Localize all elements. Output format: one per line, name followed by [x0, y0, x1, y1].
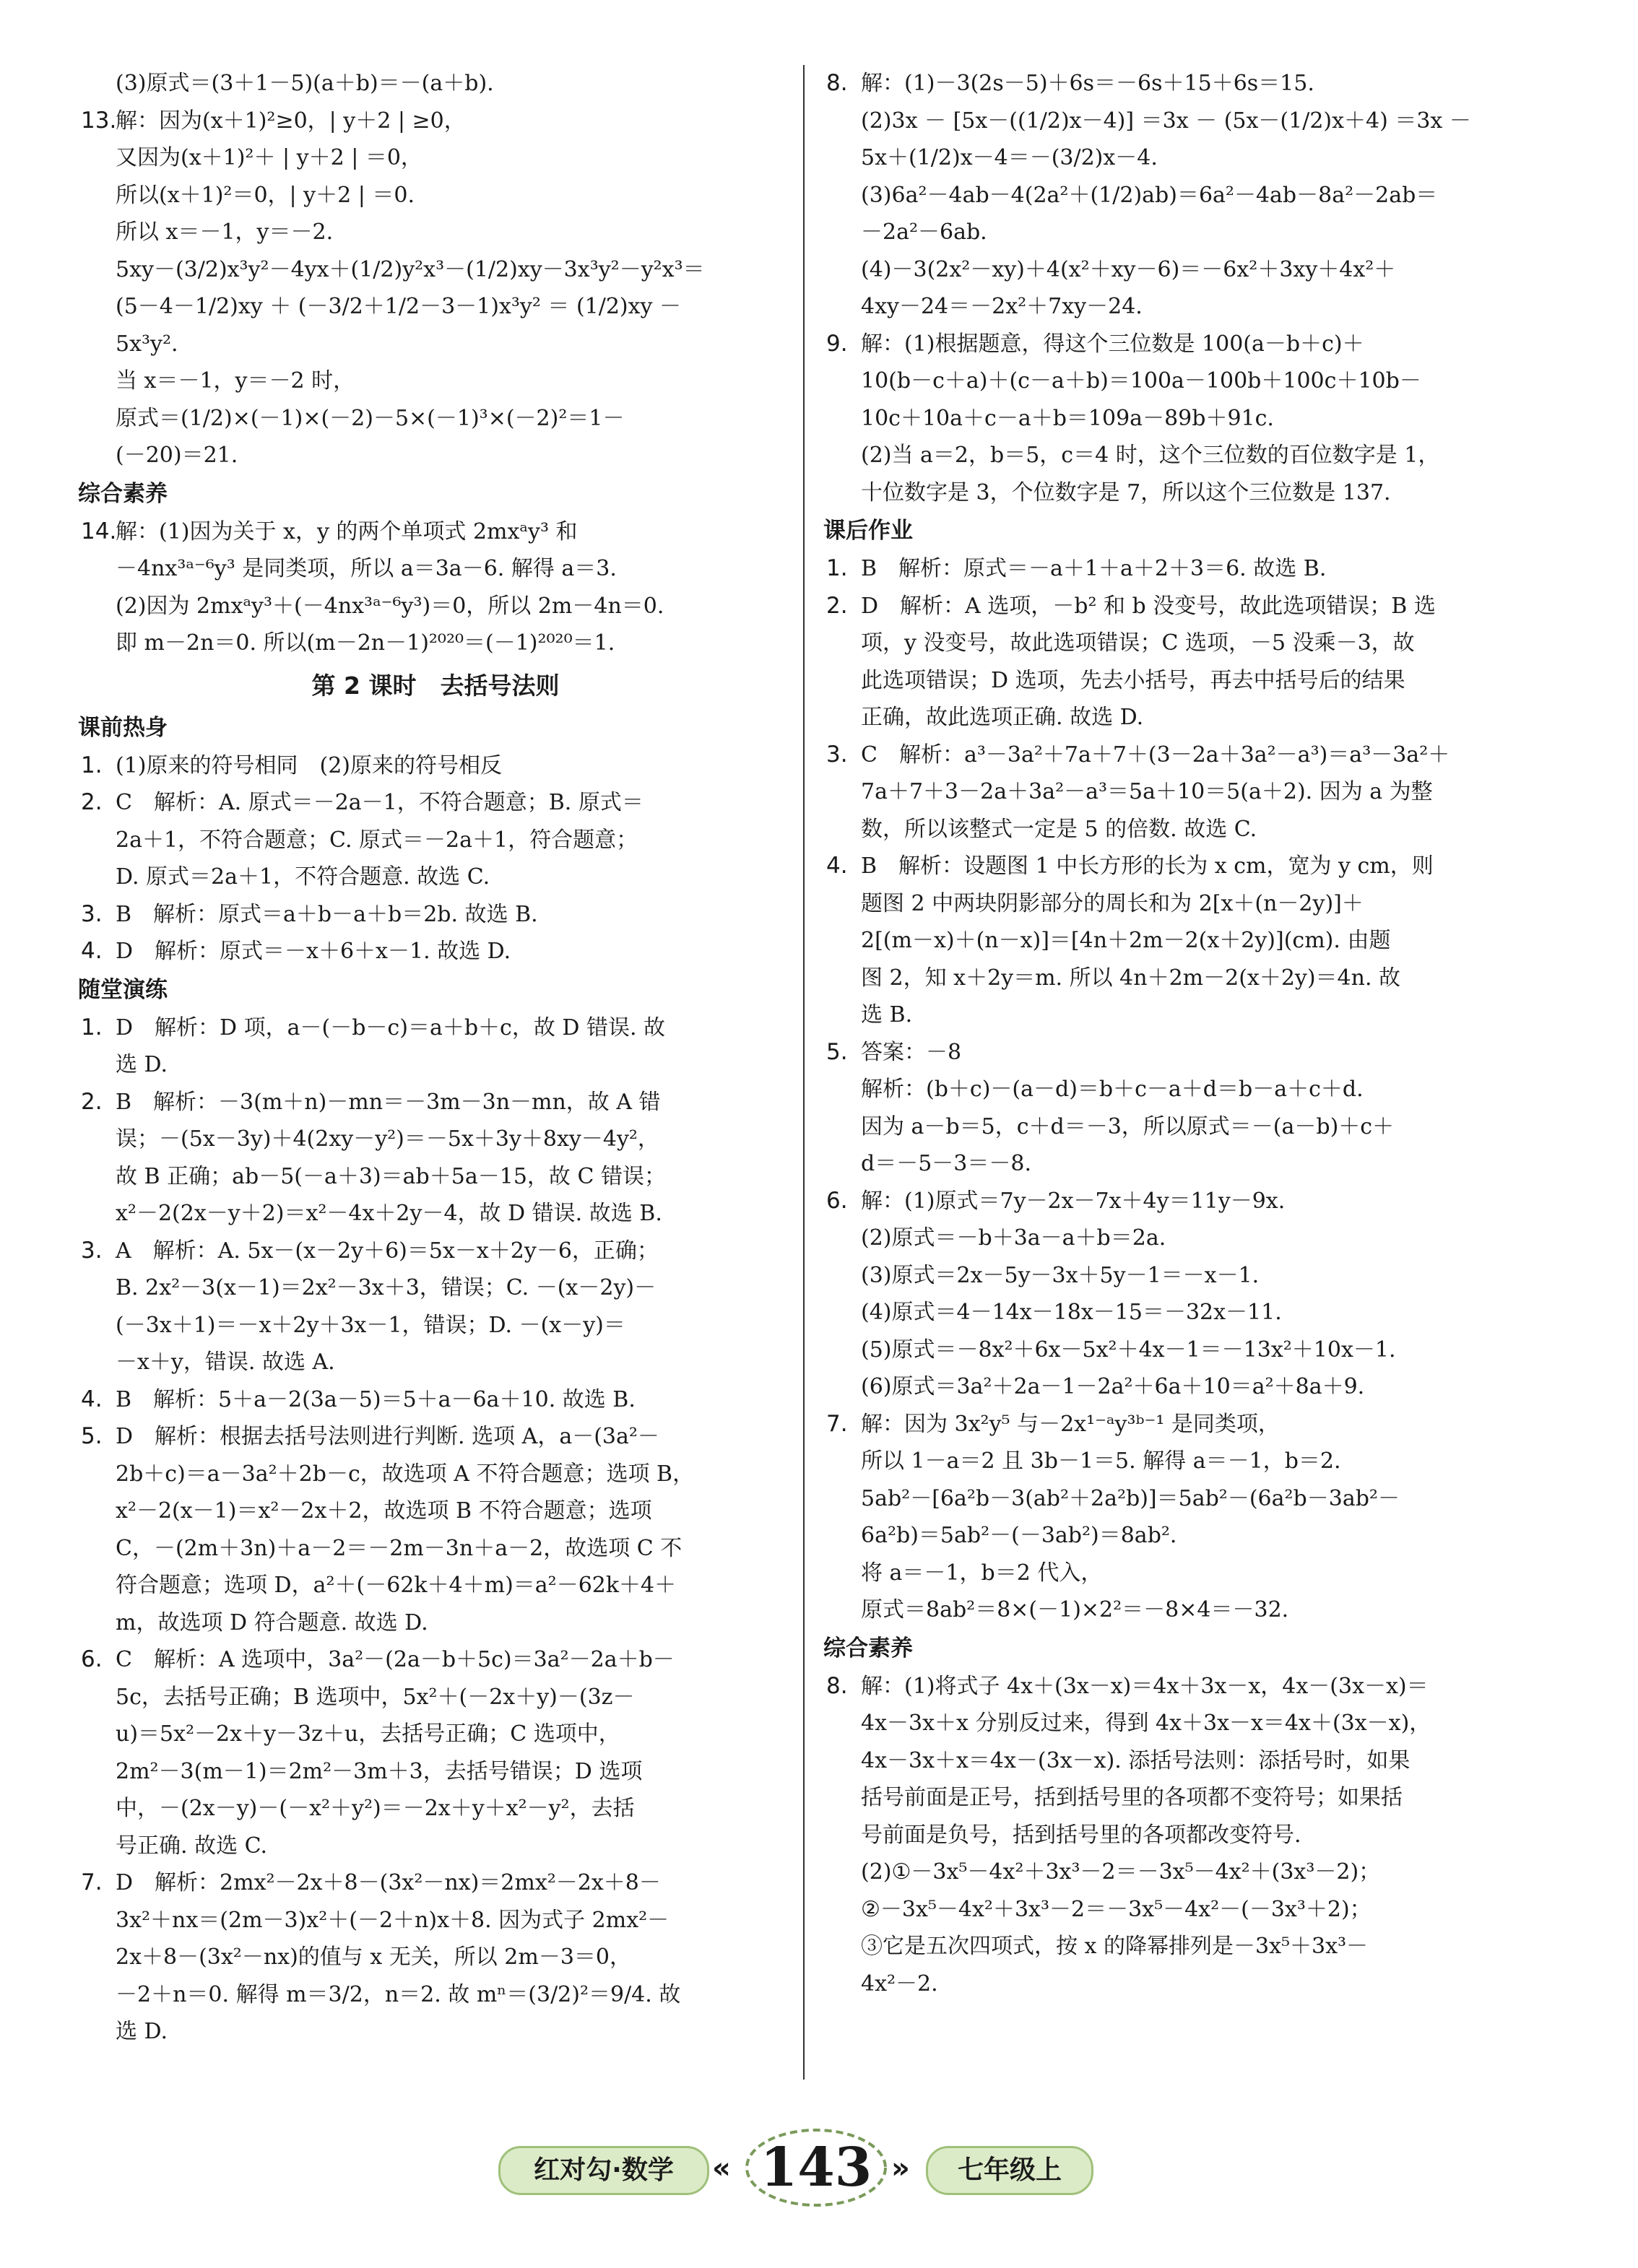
answer-item [823, 848, 1582, 1034]
answer-line: 正确，故此选项正确. 故选 D. [861, 705, 1144, 730]
section-title-stylx: 随堂演练 [78, 976, 168, 1003]
answer-line: 解：(1)原式＝7y－2x－7x＋4y＝11y－9x. [861, 1188, 1286, 1214]
answer-line: (3)6a²－4ab－4(2a²＋(1/2)ab)＝6a²－4ab－8a²－2ab＝ [861, 182, 1438, 208]
answer-item [78, 933, 793, 970]
answer-item [823, 326, 1582, 512]
answer-line: D 解析：A 选项，－b² 和 b 没变号，故此选项错误；B 选 [861, 593, 1436, 619]
answer-line: 10(b－c＋a)＋(c－a＋b)＝100a－100b＋100c＋10b－ [861, 368, 1421, 394]
answer-line: (3)原式＝2x－5y－3x＋5y－1＝－x－1. [861, 1262, 1260, 1288]
answer-line: m，故选项 D 符合题意. 故选 D. [116, 1609, 428, 1635]
answer-line: (2)当 a＝2，b＝5，c＝4 时，这个三位数的百位数字是 1， [861, 443, 1440, 468]
item-number: 2. [826, 592, 848, 619]
answer-line: 5c，去括号正确；B 选项中，5x²＋(－2x＋y)－(3z－ [116, 1684, 635, 1710]
answer-block-14 [78, 513, 793, 662]
item-number: 1. [81, 1014, 103, 1040]
answer-line: －x＋y，错误. 故选 A. [116, 1350, 335, 1375]
answer-line: －4nx³ᵃ⁻⁶y³ 是同类项，所以 a＝3a－6. 解得 a＝3. [116, 556, 617, 581]
answer-line: 选 B. [861, 1002, 913, 1027]
answer-line: D 解析：根据去括号法则进行判断. 选项 A，a－(3a²－ [116, 1424, 659, 1449]
answer-line: 2a＋1，不符合题意；C. 原式＝－2a＋1，符合题意； [116, 827, 638, 853]
item-number: 13. [81, 107, 117, 134]
item-number: 7. [81, 1869, 103, 1895]
answer-line: C 解析：A 选项中，3a²－(2a－b＋5c)＝3a²－2a＋b－ [116, 1647, 675, 1672]
right-chevron-icon: » [891, 2152, 910, 2185]
answer-line: 题图 2 中两块阴影部分的周长和为 2[x＋(n－2y)]＋ [861, 890, 1364, 916]
answer-item [823, 1406, 1582, 1629]
answer-line: 5x³y². [116, 331, 178, 357]
answer-line: B 解析：－3(m＋n)－mn＝－3m－3n－mn，故 A 错 [116, 1089, 661, 1115]
answer-line: 选 D. [116, 2019, 168, 2044]
answer-item [823, 588, 1582, 737]
item-number: 6. [81, 1646, 103, 1672]
answer-line: C 解析：a³－3a²＋7a＋7＋(3－2a＋3a²－a³)＝a³－3a²＋ [861, 742, 1450, 768]
item-number: 4. [826, 853, 848, 879]
answer-line: ③它是五次四项式，按 x 的降幂排列是－3x⁵＋3x³－ [861, 1934, 1369, 1959]
answer-line: 符合题意；选项 D，a²＋(－62k＋4＋m)＝a²－62k＋4＋ [116, 1573, 677, 1598]
answer-item [78, 1641, 793, 1864]
answer-line: 所以 x＝－1，y＝－2. [116, 220, 334, 245]
answer-line: D 解析：原式＝－x＋6＋x－1. 故选 D. [116, 939, 511, 964]
answer-block-top-left [78, 65, 793, 474]
answer-item [78, 1381, 793, 1419]
answer-line: C 解析：A. 原式＝－2a－1，不符合题意；B. 原式＝ [116, 790, 644, 815]
answer-block-stylx [78, 1009, 793, 2051]
answer-item [823, 65, 1582, 326]
answer-line: (－20)＝21. [116, 443, 238, 468]
answer-line: 5xy－(3/2)x³y²－4yx＋(1/2)y²x³－(1/2)xy－3x³y²－y²x³＝ [116, 256, 705, 282]
answer-line: 项，y 没变号，故此选项错误；C 选项，－5 没乘－3，故 [861, 630, 1415, 656]
answer-line: D. 原式＝2a＋1，不符合题意. 故选 C. [116, 864, 490, 890]
answer-line: B 解析：原式＝－a＋1＋a＋2＋3＝6. 故选 B. [861, 556, 1327, 581]
page-number: 143 [760, 2137, 872, 2199]
answer-item [78, 784, 793, 896]
answer-line: 4x－3x＋x＝4x－(3x－x). 添括号法则：添括号时，如果 [861, 1747, 1410, 1773]
answer-item [78, 1418, 793, 1641]
item-number: 8. [826, 70, 848, 96]
item-number: 6. [826, 1187, 848, 1214]
item-number: 8. [826, 1672, 848, 1699]
answer-line: (2)因为 2mxᵃy³＋(－4nx³ᵃ⁻⁶y³)＝0，所以 2m－4n＝0. [116, 593, 664, 619]
answer-line: B 解析：5＋a－2(3a－5)＝5＋a－6a＋10. 故选 B. [116, 1386, 636, 1412]
lesson-title: 第 2 课时 去括号法则 [311, 671, 560, 700]
answer-item [823, 1034, 1582, 1183]
answer-line: 数，所以该整式一定是 5 的倍数. 故选 C. [861, 816, 1257, 842]
answer-line: A 解析：A. 5x－(x－2y＋6)＝5x－x＋2y－6，正确； [116, 1238, 659, 1264]
item-number: 3. [826, 741, 848, 768]
answer-line: d＝－5－3＝－8. [861, 1151, 1032, 1176]
answer-line: C，－(2m＋3n)＋a－2＝－2m－3n＋a－2，故选项 C 不 [116, 1535, 682, 1561]
answer-line: (5－4－1/2)xy ＋ (－3/2＋1/2－3－1)x³y² ＝ (1/2)xy － [116, 294, 682, 319]
answer-line: 4x－3x＋x 分别反过来，得到 4x＋3x－x＝4x＋(3x－x)， [861, 1711, 1431, 1736]
item-number: 3. [81, 900, 103, 927]
answer-line: (2)①－3x⁵－4x²＋3x³－2＝－3x⁵－4x²＋(3x³－2)； [861, 1859, 1381, 1885]
answer-line: (1)原来的符号相同 (2)原来的符号相反 [116, 752, 502, 778]
item-number: 1. [826, 555, 848, 581]
book-series-label: 红对勾·数学 [498, 2146, 709, 2195]
answer-item [78, 513, 793, 662]
answer-line: 解析：(b＋c)－(a－d)＝b＋c－a＋d＝b－a＋c＋d. [861, 1077, 1364, 1102]
answer-line: 解：(1)－3(2s－5)＋6s＝－6s＋15＋6s＝15. [861, 71, 1314, 96]
answer-line: 此选项错误；D 选项，先去小括号，再去中括号后的结果 [861, 667, 1405, 693]
answer-line: 解：(1)根据题意，得这个三位数是 100(a－b＋c)＋ [861, 331, 1364, 357]
answer-line: (3)原式＝(3＋1－5)(a＋b)＝－(a＋b). [116, 71, 494, 96]
answer-line: 即 m－2n＝0. 所以(m－2n－1)²⁰²⁰＝(－1)²⁰²⁰＝1. [116, 630, 615, 656]
answer-line: (4)原式＝4－14x－18x－15＝－32x－11. [861, 1300, 1282, 1325]
item-number: 5. [81, 1423, 103, 1449]
answer-line: 答案：－8 [861, 1039, 962, 1065]
item-number: 3. [81, 1237, 103, 1264]
section-title-zonghe: 综合素养 [78, 480, 168, 507]
section-title-khzy: 课后作业 [823, 518, 913, 544]
answer-line: －2＋n＝0. 解得 m＝3/2，n＝2. 故 mⁿ＝(3/2)²＝9/4. 故 [116, 1981, 681, 2007]
answer-line: D 解析：D 项，a－(－b－c)＝a＋b＋c，故 D 错误. 故 [116, 1014, 666, 1040]
answer-line: 将 a＝－1，b＝2 代入， [861, 1560, 1103, 1586]
answer-line: 10c＋10a＋c－a＋b＝109a－89b＋91c. [861, 405, 1274, 431]
item-number: 2. [81, 1088, 103, 1115]
answer-line: 选 D. [116, 1052, 168, 1077]
answer-block-8b [823, 1668, 1582, 2003]
answer-line: 所以 1－a＝2 且 3b－1＝5. 解得 a＝－1，b＝2. [861, 1448, 1341, 1474]
answer-line: 十位数字是 3，个位数字是 7，所以这个三位数是 137. [861, 479, 1391, 505]
answer-block-top-right [823, 65, 1582, 511]
answer-item [823, 1183, 1582, 1406]
answer-line: 图 2，知 x＋2y＝m. 所以 4n＋2m－2(x＋2y)＝4n. 故 [861, 965, 1401, 991]
item-number: 2. [81, 789, 103, 815]
answer-item [78, 65, 793, 103]
answer-block-khzy [823, 550, 1582, 1629]
answer-line: 中，－(2x－y)－(－x²＋y²)＝－2x＋y＋x²－y²，去括 [116, 1796, 635, 1821]
answer-line: 2b＋c)＝a－3a²＋2b－c，故选项 A 不符合题意；选项 B， [116, 1461, 695, 1487]
item-number: 4. [81, 938, 103, 964]
answer-line: B. 2x²－3(x－1)＝2x²－3x＋3，错误；C. －(x－2y)－ [116, 1275, 656, 1300]
answer-line: (5)原式＝－8x²＋6x－5x²＋4x－1＝－13x²＋10x－1. [861, 1337, 1396, 1363]
answer-line: 解：因为(x＋1)²≥0，| y＋2 | ≥0， [116, 108, 466, 134]
section-title-zonghe-right: 综合素养 [823, 1635, 913, 1661]
answer-item [78, 1009, 793, 1084]
answer-line: 误；－(5x－3y)＋4(2xy－y²)＝－5x＋3y＋8xy－4y²， [116, 1126, 659, 1152]
answer-item [823, 550, 1582, 588]
answer-line: B 解析：原式＝a＋b－a＋b＝2b. 故选 B. [116, 901, 538, 927]
answer-line: 2[(m－x)＋(n－x)]＝[4n＋2m－2(x＋2y)](cm). 由题 [861, 928, 1391, 953]
answer-line: 原式＝(1/2)×(－1)×(－2)－5×(－1)³×(－2)²＝1－ [116, 405, 625, 431]
answer-item [78, 896, 793, 934]
answer-line: x²－2(2x－y＋2)＝x²－4x＋2y－4，故 D 错误. 故选 B. [116, 1201, 662, 1226]
grade-label: 七年级上 [926, 2146, 1093, 2195]
answer-line: (－3x＋1)＝－x＋2y＋3x－1，错误；D. －(x－y)＝ [116, 1312, 625, 1338]
answer-item [823, 1668, 1582, 2003]
answer-line: (6)原式＝3a²＋2a－1－2a²＋6a＋10＝a²＋8a＋9. [861, 1374, 1365, 1399]
answer-line: 解：(1)将式子 4x＋(3x－x)＝4x＋3x－x，4x－(3x－x)＝ [861, 1673, 1429, 1699]
answer-line: 解：因为 3x²y⁵ 与－2x¹⁻ᵃy³ᵇ⁻¹ 是同类项， [861, 1411, 1280, 1437]
answer-item [78, 1864, 793, 2051]
answer-line: 所以(x＋1)²＝0，| y＋2 | ＝0. [116, 182, 415, 208]
item-number: 5. [826, 1038, 848, 1065]
answer-line: 原式＝8ab²＝8×(－1)×2²＝－8×4＝－32. [861, 1597, 1289, 1622]
answer-line: (4)－3(2x²－xy)＋4(x²＋xy－6)＝－6x²＋3xy＋4x²＋ [861, 256, 1396, 282]
answer-line: 5x＋(1/2)x－4＝－(3/2)x－4. [861, 145, 1158, 170]
left-column [78, 65, 793, 2051]
answer-line: ②－3x⁵－4x²＋3x³－2＝－3x⁵－4x²－(－3x³＋2)； [861, 1896, 1372, 1922]
answer-line: 3x²＋nx＝(2m－3)x²＋(－2＋n)x＋8. 因为式子 2mx²－ [116, 1907, 670, 1933]
answer-line: 当 x＝－1，y＝－2 时， [116, 368, 355, 394]
answer-line: 2x＋8－(3x²－nx)的值与 x 无关，所以 2m－3＝0， [116, 1945, 632, 1970]
section-title-kqrs: 课前热身 [78, 714, 168, 741]
answer-item [78, 747, 793, 785]
answer-line: 4x²－2. [861, 1971, 938, 1997]
answer-line: 号前面是负号，括到括号里的各项都改变符号. [861, 1822, 1301, 1848]
answer-line: 2m²－3(m－1)＝2m²－3m＋3，去括号错误；D 选项 [116, 1758, 643, 1784]
answer-line: x²－2(x－1)＝x²－2x＋2，故选项 B 不符合题意；选项 [116, 1498, 652, 1524]
answer-block-kqrs [78, 747, 793, 970]
answer-line: －2a²－6ab. [861, 220, 987, 245]
answer-item [78, 1084, 793, 1233]
answer-line: u)＝5x²－2x＋y－3z＋u，去括号正确；C 选项中， [116, 1721, 620, 1747]
item-number: 7. [826, 1410, 848, 1437]
item-number: 1. [81, 752, 103, 778]
answer-line: 5ab²－[6a²b－3(ab²＋2a²b)]＝5ab²－(6a²b－3ab²－ [861, 1485, 1400, 1511]
item-number: 14. [81, 518, 117, 544]
answer-line: B 解析：设题图 1 中长方形的长为 x cm，宽为 y cm，则 [861, 853, 1434, 879]
answer-item [78, 103, 793, 474]
answer-line: 括号前面是正号，括到括号里的各项都不变符号；如果括 [861, 1785, 1403, 1810]
answer-line: 4xy－24＝－2x²＋7xy－24. [861, 294, 1143, 319]
answer-line: 6a²b)＝5ab²－(－3ab²)＝8ab². [861, 1523, 1177, 1548]
answer-line: (2)原式＝－b＋3a－a＋b＝2a. [861, 1225, 1166, 1251]
right-column [823, 65, 1582, 2002]
column-divider [803, 65, 805, 2080]
answer-line: 又因为(x＋1)²＋ | y＋2 | ＝0， [116, 145, 422, 170]
answer-line: 号正确. 故选 C. [116, 1833, 268, 1859]
answer-line: 7a＋7＋3－2a＋3a²－a³＝5a＋10＝5(a＋2). 因为 a 为整 [861, 779, 1433, 804]
left-chevron-icon: « [712, 2152, 731, 2185]
answer-item [823, 737, 1582, 848]
answer-item [78, 1233, 793, 1381]
answer-line: D 解析：2mx²－2x＋8－(3x²－nx)＝2mx²－2x＋8－ [116, 1870, 661, 1895]
answer-line: 解：(1)因为关于 x，y 的两个单项式 2mxᵃy³ 和 [116, 518, 578, 544]
item-number: 4. [81, 1386, 103, 1412]
item-number: 9. [826, 330, 848, 357]
answer-line: 因为 a－b＝5，c＋d＝－3，所以原式＝－(a－b)＋c＋ [861, 1113, 1395, 1139]
answer-line: 故 B 正确；ab－5(－a＋3)＝ab＋5a－15，故 C 错误； [116, 1163, 666, 1189]
answer-line: (2)3x － [5x－((1/2)x－4)] ＝3x － (5x－(1/2)x＋4) ＝3x － [861, 108, 1471, 134]
page-footer [0, 2123, 1638, 2238]
